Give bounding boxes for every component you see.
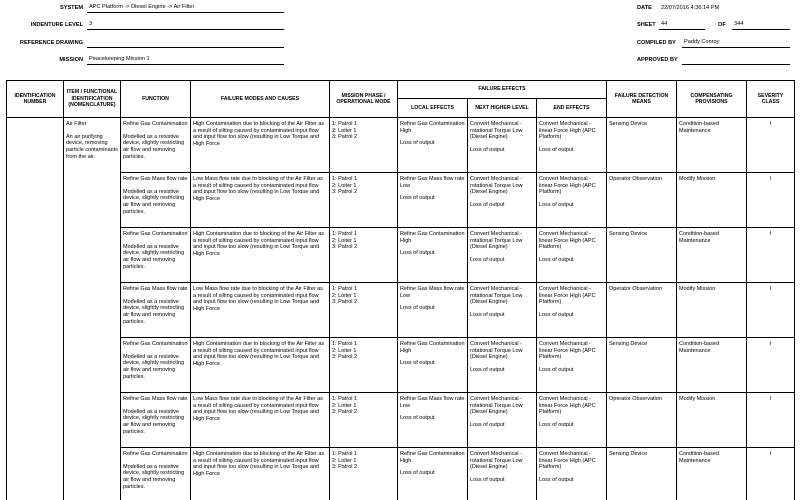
phase-item: 1: Patrol 1 [332,121,358,127]
compensating-cell: Modify Mission [677,393,747,448]
col-severity-class: SEVERITY CLASS [747,81,795,118]
severity-cell: I [747,173,795,228]
function-description: Modelled as a resistive device, slightly restricting air flow and removing particles. [123,298,185,325]
failure-mode-cell: High Contamination due to blocking of the Air Filter as a result of silting caused by contaminated input flow and input flow too slow (resulting in Low Torque and High Force [191,338,330,393]
failure-mode-cell: Low Mass flow rate due to blocking of the Air Filter as a result of silting caused by contaminated input flow and input flow too slow (resulting in Low Torque and High Force [191,393,330,448]
of-value: 344 [732,21,790,30]
phase-item: 2: Loiter 1 [332,127,357,134]
severity-cell: I [747,393,795,448]
compensating-cell: Condition-based Maintenance [677,448,747,500]
end-effect: Convert Mechanical - linear Force High (APC Platform) [539,341,596,361]
item-description: An air purifying device, removing particle contaminants from the air. [66,133,118,160]
end-effect: Loss of output [539,147,574,154]
next-higher-cell [468,283,537,338]
col-identification-number: IDENTIFICATION NUMBER [7,81,64,118]
fmea-table [6,80,795,500]
compensating-cell: Condition-based Maintenance [677,228,747,283]
phase-item: 2: Loiter 1 [332,347,357,354]
mission-phase-cell [330,118,398,173]
function-description: Modelled as a resistive device, slightly restricting air flow and removing particles. [123,133,185,160]
col-function: FUNCTION [121,81,191,118]
table-row [7,118,795,173]
end-effect: Loss of output [539,257,574,264]
severity-cell: I [747,118,795,173]
end-effects-cell [537,228,607,283]
severity-cell: I [747,448,795,500]
detection-cell: Operator Observation [607,393,677,448]
phase-item: 2: Loiter 1 [332,457,357,464]
severity-cell: I [747,228,795,283]
phase-item: 1: Patrol 1 [332,341,358,347]
end-effects-cell [537,283,607,338]
compiled-by-value: Paddy Conroy [682,39,790,48]
severity-cell: I [747,338,795,393]
mission-phase-cell [330,173,398,228]
next-higher-effect: Loss of output [470,477,505,484]
col-compensating-provisions: COMPENSATING PROVISIONS [677,81,747,118]
next-higher-effect: Convert Mechanical - rotational Torque Low (Diesel Engine) [470,286,523,306]
next-higher-cell [468,118,537,173]
phase-item: 2: Loiter 1 [332,182,357,189]
mission-label: MISSION [59,57,83,63]
detection-cell: Operator Observation [607,173,677,228]
failure-mode-cell: High Contamination due to blocking of the Air Filter as a result of silting caused by contaminated input flow and input flow too slow (resulting in Low Torque and High Force [191,228,330,283]
next-higher-effect: Loss of output [470,312,505,319]
mission-phase-cell [330,228,398,283]
sheet-label: SHEET [637,22,656,28]
function-description: Modelled as a resistive device, slightly restricting air flow and removing particles. [123,408,185,435]
function-cell [121,448,191,500]
phase-item: 3: Patrol 2 [332,354,358,361]
phase-item: 2: Loiter 1 [332,402,357,409]
local-effects-cell [398,118,468,173]
local-effects-cell [398,228,468,283]
next-higher-effect: Loss of output [470,202,505,209]
end-effect: Loss of output [539,367,574,374]
local-effect: Loss of output [400,250,435,257]
local-effects-cell [398,393,468,448]
next-higher-effect: Loss of output [470,147,505,154]
phase-item: 3: Patrol 2 [332,299,358,306]
function-description: Modelled as a resistive device, slightly restricting air flow and removing particles. [123,353,185,380]
local-effects-cell [398,283,468,338]
detection-cell: Sensing Device [607,338,677,393]
local-effects-cell [398,338,468,393]
end-effect: Loss of output [539,202,574,209]
end-effects-cell [537,448,607,500]
date-value: 22/07/2016 4:36:14 PM [661,5,720,11]
failure-mode-cell: Low Mass flow rate due to blocking of the Air Filter as a result of silting caused by contaminated input flow and input flow too slow (resulting in Low Torque and High Force [191,173,330,228]
item-name: Air Filter [66,121,87,127]
table-row [7,448,795,500]
function-title: Refine Gas Mass flow rate [123,176,188,182]
function-title: Refine Gas Mass flow rate [123,396,188,402]
local-effect: Refine Gas Contamination High [400,231,465,244]
next-higher-effect: Convert Mechanical - rotational Torque Low (Diesel Engine) [470,451,523,471]
next-higher-effect: Convert Mechanical - rotational Torque Low (Diesel Engine) [470,176,523,196]
function-cell [121,283,191,338]
local-effect: Refine Gas Contamination High [400,121,465,134]
function-title: Refine Gas Contamination [123,121,188,127]
end-effect: Convert Mechanical - linear Force High (APC Platform) [539,451,596,471]
table-row [7,173,795,228]
function-title: Refine Gas Mass flow rate [123,286,188,292]
phase-item: 3: Patrol 2 [332,134,358,141]
col-failure-detection: FAILURE DETECTION MEANS [607,81,677,118]
detection-cell: Sensing Device [607,118,677,173]
local-effect: Loss of output [400,195,435,202]
next-higher-cell [468,173,537,228]
indenture-level-value: 3 [87,21,284,30]
next-higher-effect: Convert Mechanical - rotational Torque Low (Diesel Engine) [470,396,523,416]
next-higher-effect: Convert Mechanical - rotational Torque Low (Diesel Engine) [470,341,523,361]
col-end-effects: END EFFECTS [537,99,607,118]
local-effect: Refine Gas Mass flow rate Low [400,396,465,409]
local-effects-cell [398,448,468,500]
end-effect: Loss of output [539,312,574,319]
local-effect: Refine Gas Contamination High [400,341,465,354]
local-effect: Refine Gas Mass flow rate Low [400,176,465,189]
end-effect: Loss of output [539,422,574,429]
identification-number-cell [7,118,64,500]
function-cell [121,173,191,228]
phase-item: 3: Patrol 2 [332,244,358,251]
approved-by-label: APPROVED BY [637,57,678,63]
end-effect: Convert Mechanical - linear Force High (APC Platform) [539,176,596,196]
next-higher-effect: Convert Mechanical - rotational Torque Low (Diesel Engine) [470,231,523,251]
end-effect: Convert Mechanical - linear Force High (APC Platform) [539,121,596,141]
function-cell [121,228,191,283]
end-effects-cell [537,173,607,228]
compiled-by-label: COMPILED BY [637,40,676,46]
indenture-level-label: INDENTURE LEVEL [30,22,83,28]
mission-value: Peacekeeping Mission 1 [87,56,284,65]
function-cell [121,118,191,173]
table-row [7,283,795,338]
phase-item: 2: Loiter 1 [332,237,357,244]
next-higher-effect: Convert Mechanical - rotational Torque Low (Diesel Engine) [470,121,523,141]
local-effects-cell [398,173,468,228]
next-higher-cell [468,448,537,500]
phase-item: 3: Patrol 2 [332,189,358,196]
col-local-effects: LOCAL EFFECTS [398,99,468,118]
next-higher-cell [468,338,537,393]
phase-item: 3: Patrol 2 [332,464,358,471]
function-title: Refine Gas Contamination [123,451,188,457]
failure-mode-cell: High Contamination due to blocking of the Air Filter as a result of silting caused by contaminated input flow and input flow too slow (resulting in Low Torque and High Force [191,448,330,500]
col-item-identification: ITEM / FUNCTIONAL IDENTIFICATION (NOMENCLATURE) [64,81,121,118]
phase-item: 1: Patrol 1 [332,396,358,402]
end-effects-cell [537,338,607,393]
table-row [7,338,795,393]
mission-phase-cell [330,448,398,500]
end-effect: Convert Mechanical - linear Force High (APC Platform) [539,396,596,416]
compensating-cell: Modify Mission [677,173,747,228]
next-higher-cell [468,228,537,283]
function-description: Modelled as a resistive device, slightly restricting air flow and removing particles. [123,243,185,270]
compensating-cell: Condition-based Maintenance [677,118,747,173]
mission-phase-cell [330,393,398,448]
end-effect: Convert Mechanical - linear Force High (APC Platform) [539,231,596,251]
reference-drawing-value [87,39,284,48]
end-effect: Loss of output [539,477,574,484]
local-effect: Refine Gas Contamination High [400,451,465,464]
phase-item: 3: Patrol 2 [332,409,358,416]
phase-item: 1: Patrol 1 [332,286,358,292]
col-failure-modes: FAILURE MODES AND CAUSES [191,81,330,118]
approved-by-value [682,56,790,65]
phase-item: 2: Loiter 1 [332,292,357,299]
phase-item: 1: Patrol 1 [332,451,358,457]
col-failure-effects: FAILURE EFFECTS [398,81,607,99]
compensating-cell: Modify Mission [677,283,747,338]
reference-drawing-label: REFERENCE DRAWING [19,40,83,46]
system-label: SYSTEM [59,5,83,11]
col-next-higher-level: NEXT HIGHER LEVEL [468,99,537,118]
failure-mode-cell: Low Mass flow rate due to blocking of the Air Filter as a result of silting caused by contaminated input flow and input flow too slow (resulting in Low Torque and High Force [191,283,330,338]
next-higher-cell [468,393,537,448]
function-description: Modelled as a resistive device, slightly restricting air flow and removing particles. [123,188,185,215]
mission-phase-cell [330,283,398,338]
detection-cell: Sensing Device [607,228,677,283]
compensating-cell: Condition-based Maintenance [677,338,747,393]
mission-phase-cell [330,338,398,393]
function-cell [121,393,191,448]
item-cell [64,118,121,500]
phase-item: 1: Patrol 1 [332,176,358,182]
function-title: Refine Gas Contamination [123,231,188,237]
next-higher-effect: Loss of output [470,367,505,374]
failure-mode-cell: High Contamination due to blocking of the Air Filter as a result of silting caused by contaminated input flow and input flow too slow (resulting in Low Torque and High Force [191,118,330,173]
detection-cell: Operator Observation [607,283,677,338]
function-title: Refine Gas Contamination [123,341,188,347]
next-higher-effect: Loss of output [470,422,505,429]
end-effect: Convert Mechanical - linear Force High (APC Platform) [539,286,596,306]
sheet-value: 44 [659,21,705,30]
of-label: OF [718,22,726,28]
table-row [7,393,795,448]
severity-cell: I [747,283,795,338]
table-row [7,228,795,283]
local-effect: Loss of output [400,305,435,312]
system-value: APC Platform -> Diesel Engine -> Air Filter [87,4,284,13]
next-higher-effect: Loss of output [470,257,505,264]
local-effect: Refine Gas Mass flow rate Low [400,286,465,299]
phase-item: 1: Patrol 1 [332,231,358,237]
function-description: Modelled as a resistive device, slightly restricting air flow and removing particles. [123,463,185,490]
detection-cell: Sensing Device [607,448,677,500]
end-effects-cell [537,393,607,448]
local-effect: Loss of output [400,360,435,367]
col-mission-phase: MISSION PHASE / OPERATIONAL MODE [330,81,398,118]
local-effect: Loss of output [400,470,435,477]
date-label: DATE [637,5,652,11]
local-effect: Loss of output [400,415,435,422]
function-cell [121,338,191,393]
local-effect: Loss of output [400,140,435,147]
end-effects-cell [537,118,607,173]
